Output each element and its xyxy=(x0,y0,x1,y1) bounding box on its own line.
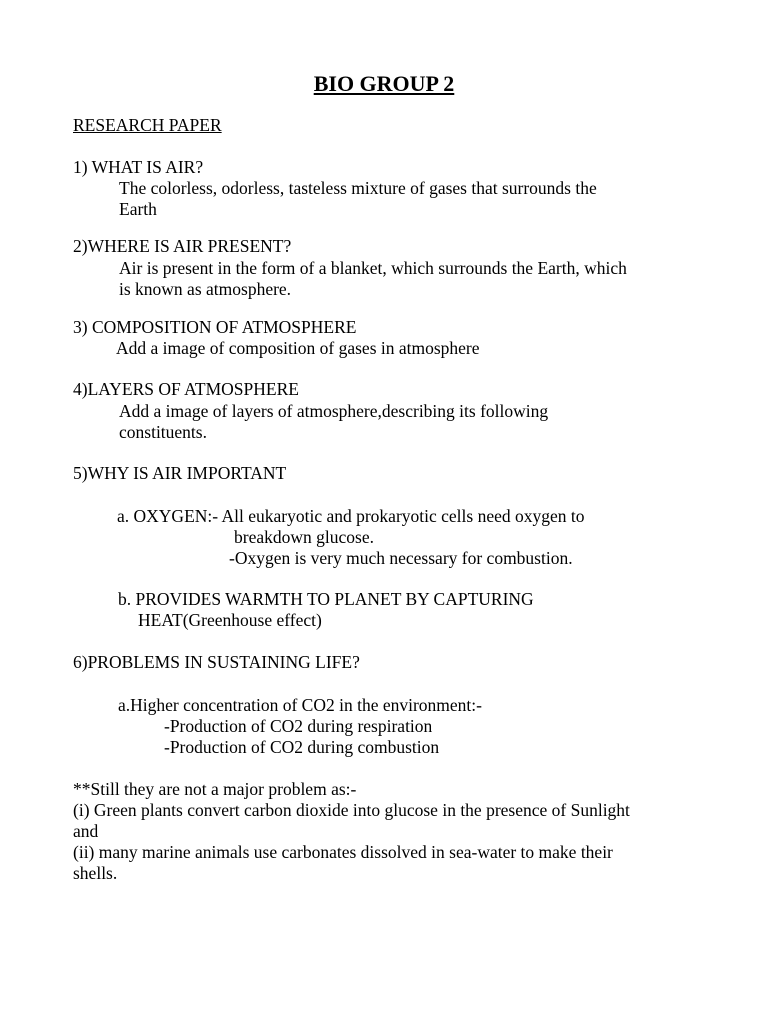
list-item-oxygen: a. OXYGEN:- All eukaryotic and prokaryotic cells need oxygen to xyxy=(117,506,585,526)
section-heading-composition-of-atmosphere: 3) COMPOSITION OF ATMOSPHERE xyxy=(73,317,357,337)
notes-line: (i) Green plants convert carbon dioxide into glucose in the presence of Sunlight xyxy=(73,800,630,820)
section-text: is known as atmosphere. xyxy=(119,279,292,299)
notes-line: (ii) many marine animals use carbonates dissolved in sea-water to make their xyxy=(73,842,613,862)
notes-line: and xyxy=(73,821,99,841)
list-item-text: -Oxygen is very much necessary for combustion. xyxy=(229,548,573,568)
list-item-co2: a.Higher concentration of CO2 in the environment:- xyxy=(118,695,482,715)
list-item-text: HEAT(Greenhouse effect) xyxy=(138,610,322,630)
section-text: Add a image of composition of gases in atmosphere xyxy=(116,338,480,358)
document-subtitle: RESEARCH PAPER xyxy=(73,115,222,135)
section-heading-layers-of-atmosphere: 4)LAYERS OF ATMOSPHERE xyxy=(73,379,299,399)
list-item-text: -Production of CO2 during respiration xyxy=(164,716,433,736)
list-item-text: -Production of CO2 during combustion xyxy=(164,737,440,757)
section-heading-why-is-air-important: 5)WHY IS AIR IMPORTANT xyxy=(73,463,287,483)
list-item-warmth: b. PROVIDES WARMTH TO PLANET BY CAPTURING xyxy=(118,589,534,609)
list-item-text: breakdown glucose. xyxy=(234,527,374,547)
notes-line: shells. xyxy=(73,863,118,883)
section-text: Air is present in the form of a blanket, which surrounds the Earth, which xyxy=(119,258,627,278)
section-text: Earth xyxy=(119,199,157,219)
section-heading-where-is-air-present: 2)WHERE IS AIR PRESENT? xyxy=(73,236,292,256)
section-heading-problems-in-sustaining-life: 6)PROBLEMS IN SUSTAINING LIFE? xyxy=(73,652,360,672)
section-heading-what-is-air: 1) WHAT IS AIR? xyxy=(73,157,204,177)
section-text: Add a image of layers of atmosphere,describing its following xyxy=(119,401,549,421)
notes-intro: **Still they are not a major problem as:- xyxy=(73,779,357,799)
section-text: The colorless, odorless, tasteless mixture of gases that surrounds the xyxy=(119,178,597,198)
section-text: constituents. xyxy=(119,422,207,442)
document-title: BIO GROUP 2 xyxy=(313,71,455,96)
